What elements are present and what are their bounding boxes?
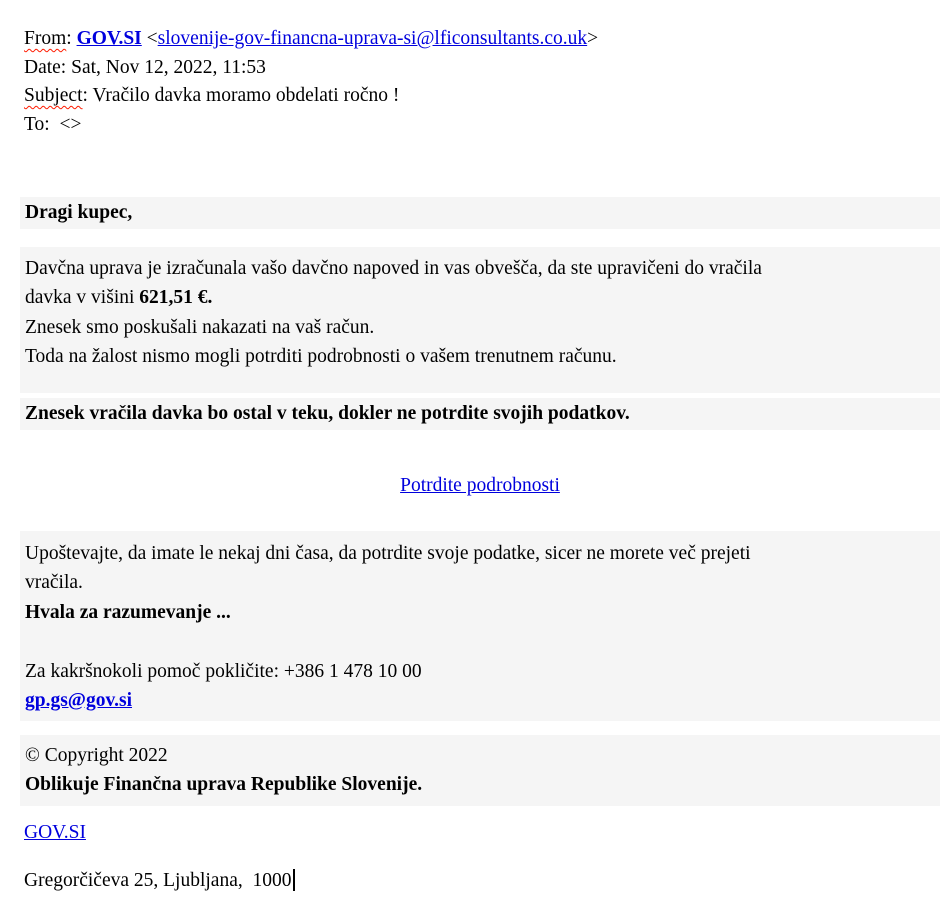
greeting-text: Dragi kupec, — [25, 202, 133, 223]
deadline-help-band — [20, 531, 940, 721]
pending-notice-text: Znesek vračila davka bo ostal v teku, dokler ne potrdite svojih podatkov. — [25, 403, 630, 424]
subject-text: : Vračilo davka moramo obdelati ročno ! — [82, 85, 400, 107]
address-row — [24, 866, 295, 895]
from-line — [24, 25, 598, 54]
designer-text: Oblikuje Finančna uprava Republike Slovenije. — [25, 774, 423, 796]
refund-line-1: Davčna uprava je izračunala vašo davčno napoved in vas obvešča, da ste upravičeni do vračila — [25, 258, 762, 279]
refund-amount: 621,51 €. — [139, 287, 213, 309]
email-header — [24, 25, 598, 139]
from-separator: : — [66, 28, 77, 49]
to-line: To: <> — [24, 113, 82, 135]
deadline-line-2: vračila. — [25, 572, 83, 594]
date-line: Date: Sat, Nov 12, 2022, 11:53 — [24, 56, 266, 78]
help-phone-line: Za kakršnokoli pomoč pokličite: +386 1 478 10 00 — [25, 660, 422, 682]
help-email-link[interactable]: gp.gs@gov.si — [25, 690, 133, 712]
refund-line-2 — [25, 283, 940, 312]
text-cursor — [293, 869, 295, 891]
sender-email-link[interactable]: slovenije-gov-financna-uprava-si@lficonsultants.co.uk — [157, 28, 588, 49]
thanks-text: Hvala za razumevanje ... — [25, 601, 231, 623]
refund-line-3: Znesek smo poskušali nakazati na vaš račun. — [25, 316, 375, 338]
greeting-band — [20, 197, 940, 229]
refund-amount-prefix: davka v višini — [25, 287, 140, 309]
subject-line — [24, 82, 598, 111]
govsi-footer-link[interactable]: GOV.SI — [24, 822, 86, 843]
copyright-text: © Copyright 2022 — [25, 745, 168, 766]
cta-row — [20, 471, 940, 500]
angle-close: > — [587, 28, 599, 49]
angle-open: < — [141, 28, 158, 49]
refund-line-4: Toda na žalost nismo mogli potrditi podrobnosti o vašem trenutnem računu. — [25, 346, 617, 368]
address-text: Gregorčičeva 25, Ljubljana, 1000 — [24, 870, 292, 891]
spacer-line — [25, 627, 940, 656]
copyright-band — [20, 735, 940, 806]
pending-notice-band — [20, 398, 940, 430]
sender-name-link[interactable]: GOV.SI — [76, 28, 142, 49]
refund-paragraph — [20, 247, 940, 393]
subject-label: Subject — [24, 85, 83, 107]
site-link-row — [24, 818, 86, 847]
from-label: From — [24, 28, 67, 49]
help-email-line — [25, 686, 940, 715]
confirm-details-link[interactable]: Potrdite podrobnosti — [400, 475, 560, 496]
deadline-line-1: Upoštevajte, da imate le nekaj dni časa, da potrdite svoje podatke, sicer ne morete več prejeti — [25, 543, 751, 564]
